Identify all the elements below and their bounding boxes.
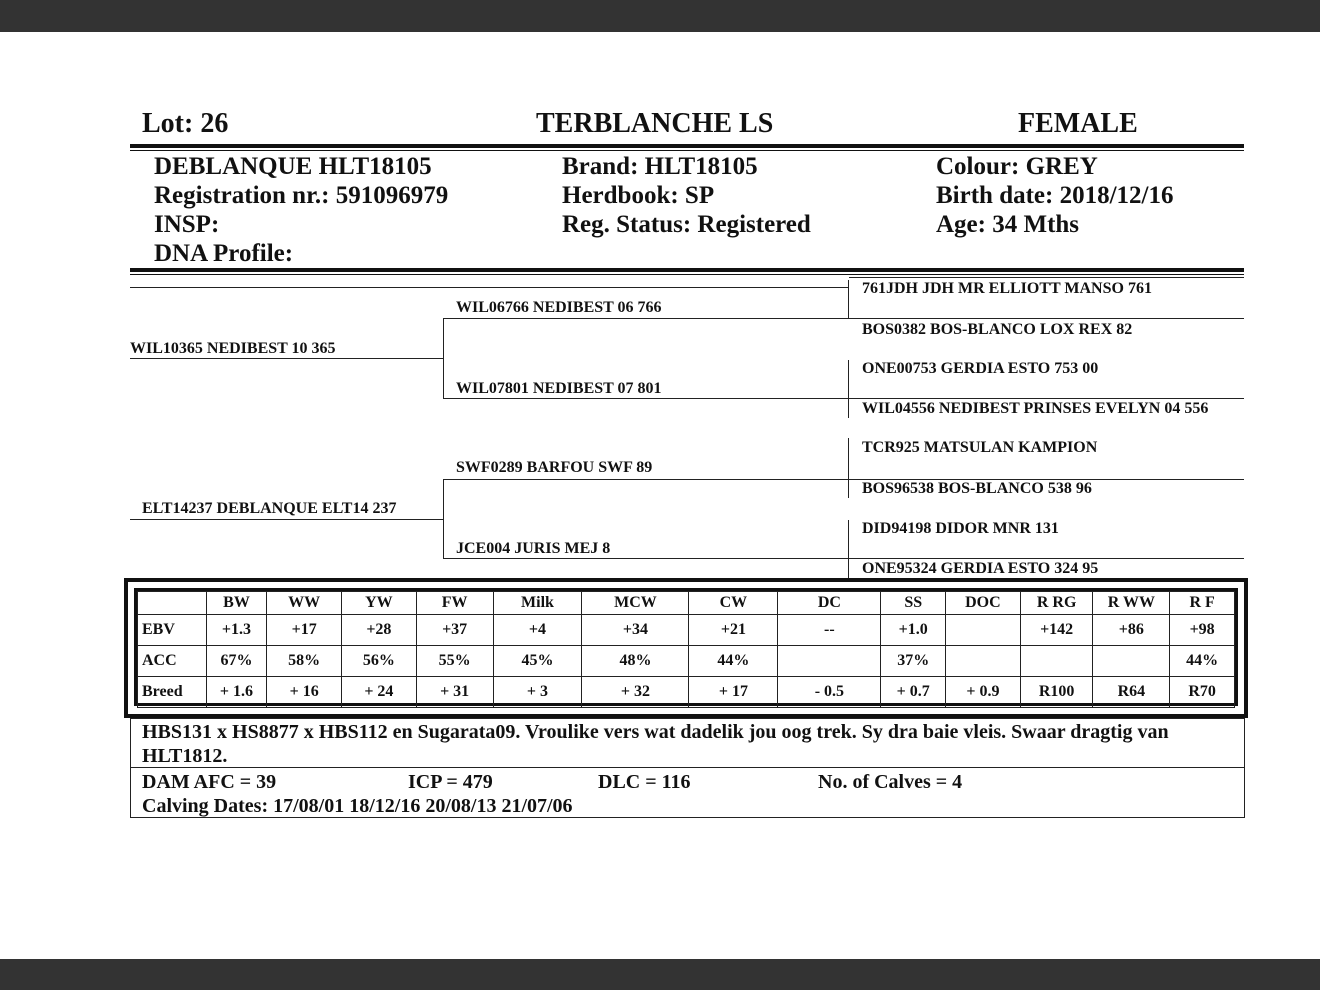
sire-dam-name: WIL07801 NEDIBEST 07 801 — [456, 380, 662, 397]
ebv-cell: +28 — [342, 615, 417, 646]
ebv-header-cell: YW — [342, 592, 417, 615]
ebv-cell: + 32 — [582, 677, 689, 708]
ebv-header-cell: R RG — [1020, 592, 1093, 615]
sire-sire-name: WIL06766 NEDIBEST 06 766 — [456, 299, 662, 316]
ebv-cell: +1.0 — [881, 615, 946, 646]
ebv-cell: + 17 — [689, 677, 778, 708]
colour-label: Colour: GREY — [936, 153, 1098, 180]
ebv-cell: + 0.7 — [881, 677, 946, 708]
ebv-cell: R70 — [1170, 677, 1235, 708]
owner-name: TERBLANCHE LS — [536, 108, 774, 139]
dam-sire-name: SWF0289 BARFOU SWF 89 — [456, 459, 653, 476]
ebv-cell: + 24 — [342, 677, 417, 708]
registration-number: Registration nr.: 591096979 — [154, 182, 449, 209]
ebv-cell: + 16 — [267, 677, 342, 708]
ebv-header-cell: FW — [416, 592, 493, 615]
dam-afc: DAM AFC = 39 — [142, 771, 277, 793]
ggp-4: WIL04556 NEDIBEST PRINSES EVELYN 04 556 — [862, 400, 1209, 417]
ebv-cell: 37% — [881, 646, 946, 677]
birth-date-label: Birth date: 2018/12/16 — [936, 182, 1174, 209]
ebv-cell: +21 — [689, 615, 778, 646]
pedigree-line — [849, 318, 1244, 319]
pedigree-line — [130, 287, 849, 288]
ebv-cell: +98 — [1170, 615, 1235, 646]
ebv-cell: R100 — [1020, 677, 1093, 708]
ebv-header-cell: R F — [1170, 592, 1235, 615]
lot-header — [140, 108, 1244, 144]
insp-label: INSP: — [154, 211, 220, 238]
header-rule-bottom — [130, 268, 1244, 272]
breed-row — [138, 677, 1235, 708]
ebv-header-cell: CW — [689, 592, 778, 615]
ggp-7: DID94198 DIDOR MNR 131 — [862, 520, 1059, 537]
pedigree-line — [848, 438, 849, 498]
ebv-cell: +1.3 — [206, 615, 267, 646]
ebv-row — [138, 615, 1235, 646]
ebv-cell: + 3 — [493, 677, 582, 708]
pedigree-line — [443, 558, 849, 559]
ebv-cell: + 1.6 — [206, 677, 267, 708]
ebv-cell: 55% — [416, 646, 493, 677]
animal-info-left — [154, 152, 448, 268]
pedigree-line — [443, 479, 444, 559]
pedigree-line — [443, 479, 849, 480]
ebv-header-cell: Milk — [493, 592, 582, 615]
animal-info-middle — [562, 152, 811, 239]
dlc-value: DLC = 116 — [598, 771, 691, 793]
age-label: Age: 34 Mths — [936, 211, 1080, 238]
ebv-cell: +17 — [267, 615, 342, 646]
ggp-3: ONE00753 GERDIA ESTO 753 00 — [862, 360, 1099, 377]
ebv-header-cell: R WW — [1093, 592, 1170, 615]
ebv-cell: 45% — [493, 646, 582, 677]
ebv-cell: - 0.5 — [778, 677, 881, 708]
pedigree-line — [443, 318, 444, 398]
ebv-header-cell: MCW — [582, 592, 689, 615]
acc-row — [138, 646, 1235, 677]
dna-profile-label: DNA Profile: — [154, 240, 294, 267]
ebv-cell: 67% — [206, 646, 267, 677]
brand-label: Brand: HLT18105 — [562, 153, 758, 180]
ebv-cell: 58% — [267, 646, 342, 677]
pedigree-line — [848, 280, 849, 318]
dam-name: ELT14237 DEBLANQUE ELT14 237 — [142, 500, 397, 517]
comments-text: HBS131 x HS8877 x HBS112 en Sugarata09. Vroulike vers wat dadelik jou oog trek. Sy dra baie vleis. Swaar dragtig van HLT1812. — [142, 721, 1169, 767]
pedigree-line — [849, 398, 1244, 399]
ebv-header-cell: DOC — [946, 592, 1021, 615]
header-rule-top — [130, 144, 1244, 148]
ebv-cell: +4 — [493, 615, 582, 646]
ebv-cell — [946, 615, 1021, 646]
ebv-cell: + 0.9 — [946, 677, 1021, 708]
ebv-cell: +86 — [1093, 615, 1170, 646]
animal-name: DEBLANQUE HLT18105 — [154, 153, 432, 180]
pedigree-line — [443, 398, 849, 399]
header-rule-bottom-thin — [130, 274, 1244, 275]
sex-label: FEMALE — [1018, 108, 1138, 139]
pedigree-line — [130, 519, 444, 520]
ebv-header-cell: DC — [778, 592, 881, 615]
ebv-cell: -- — [778, 615, 881, 646]
ebv-header-row — [138, 592, 1235, 615]
herdbook-label: Herdbook: SP — [562, 182, 715, 209]
ggp-6: BOS96538 BOS-BLANCO 538 96 — [862, 480, 1092, 497]
header-rule-top-thin — [130, 150, 1244, 151]
top-bezel — [0, 0, 1320, 32]
pedigree-line — [443, 318, 849, 319]
ebv-cell: +34 — [582, 615, 689, 646]
ebv-cell: +37 — [416, 615, 493, 646]
pedigree-line — [848, 520, 849, 578]
ebv-cell: +142 — [1020, 615, 1093, 646]
ebv-row-label: Breed — [138, 677, 207, 708]
ebv-cell: 44% — [1170, 646, 1235, 677]
ggp-1: 761JDH JDH MR ELLIOTT MANSO 761 — [862, 280, 1152, 297]
ebv-cell: 44% — [689, 646, 778, 677]
calves-count: No. of Calves = 4 — [818, 771, 963, 793]
ebv-header-cell: WW — [267, 592, 342, 615]
ebv-cell — [778, 646, 881, 677]
ebv-table — [137, 591, 1235, 708]
lot-number: Lot: 26 — [142, 108, 229, 139]
ebv-cell: + 31 — [416, 677, 493, 708]
bottom-bezel — [0, 959, 1320, 990]
ebv-cell — [946, 646, 1021, 677]
dam-dam-name: JCE004 JURIS MEJ 8 — [456, 540, 611, 557]
pedigree-line — [849, 277, 1244, 278]
ebv-cell — [1020, 646, 1093, 677]
pedigree-line — [130, 358, 444, 359]
sire-name: WIL10365 NEDIBEST 10 365 — [130, 340, 336, 357]
ggp-8: ONE95324 GERDIA ESTO 324 95 — [862, 560, 1099, 577]
icp-value: ICP = 479 — [408, 771, 493, 793]
ggp-2: BOS0382 BOS-BLANCO LOX REX 82 — [862, 321, 1133, 338]
ebv-header-cell: SS — [881, 592, 946, 615]
calving-dates: Calving Dates: 17/08/01 18/12/16 20/08/13 21/07/06 — [142, 795, 573, 817]
ebv-cell: 48% — [582, 646, 689, 677]
ggp-5: TCR925 MATSULAN KAMPION — [862, 439, 1098, 456]
ebv-cell: R64 — [1093, 677, 1170, 708]
ebv-cell: 56% — [342, 646, 417, 677]
ebv-header-cell — [138, 592, 207, 615]
ebv-cell — [1093, 646, 1170, 677]
animal-info-right — [936, 152, 1174, 239]
ebv-row-label: EBV — [138, 615, 207, 646]
pedigree-line — [849, 479, 1244, 480]
reg-status-label: Reg. Status: Registered — [562, 211, 811, 238]
ebv-header-cell: BW — [206, 592, 267, 615]
pedigree-line — [848, 360, 849, 418]
ebv-row-label: ACC — [138, 646, 207, 677]
pedigree-line — [849, 558, 1244, 559]
